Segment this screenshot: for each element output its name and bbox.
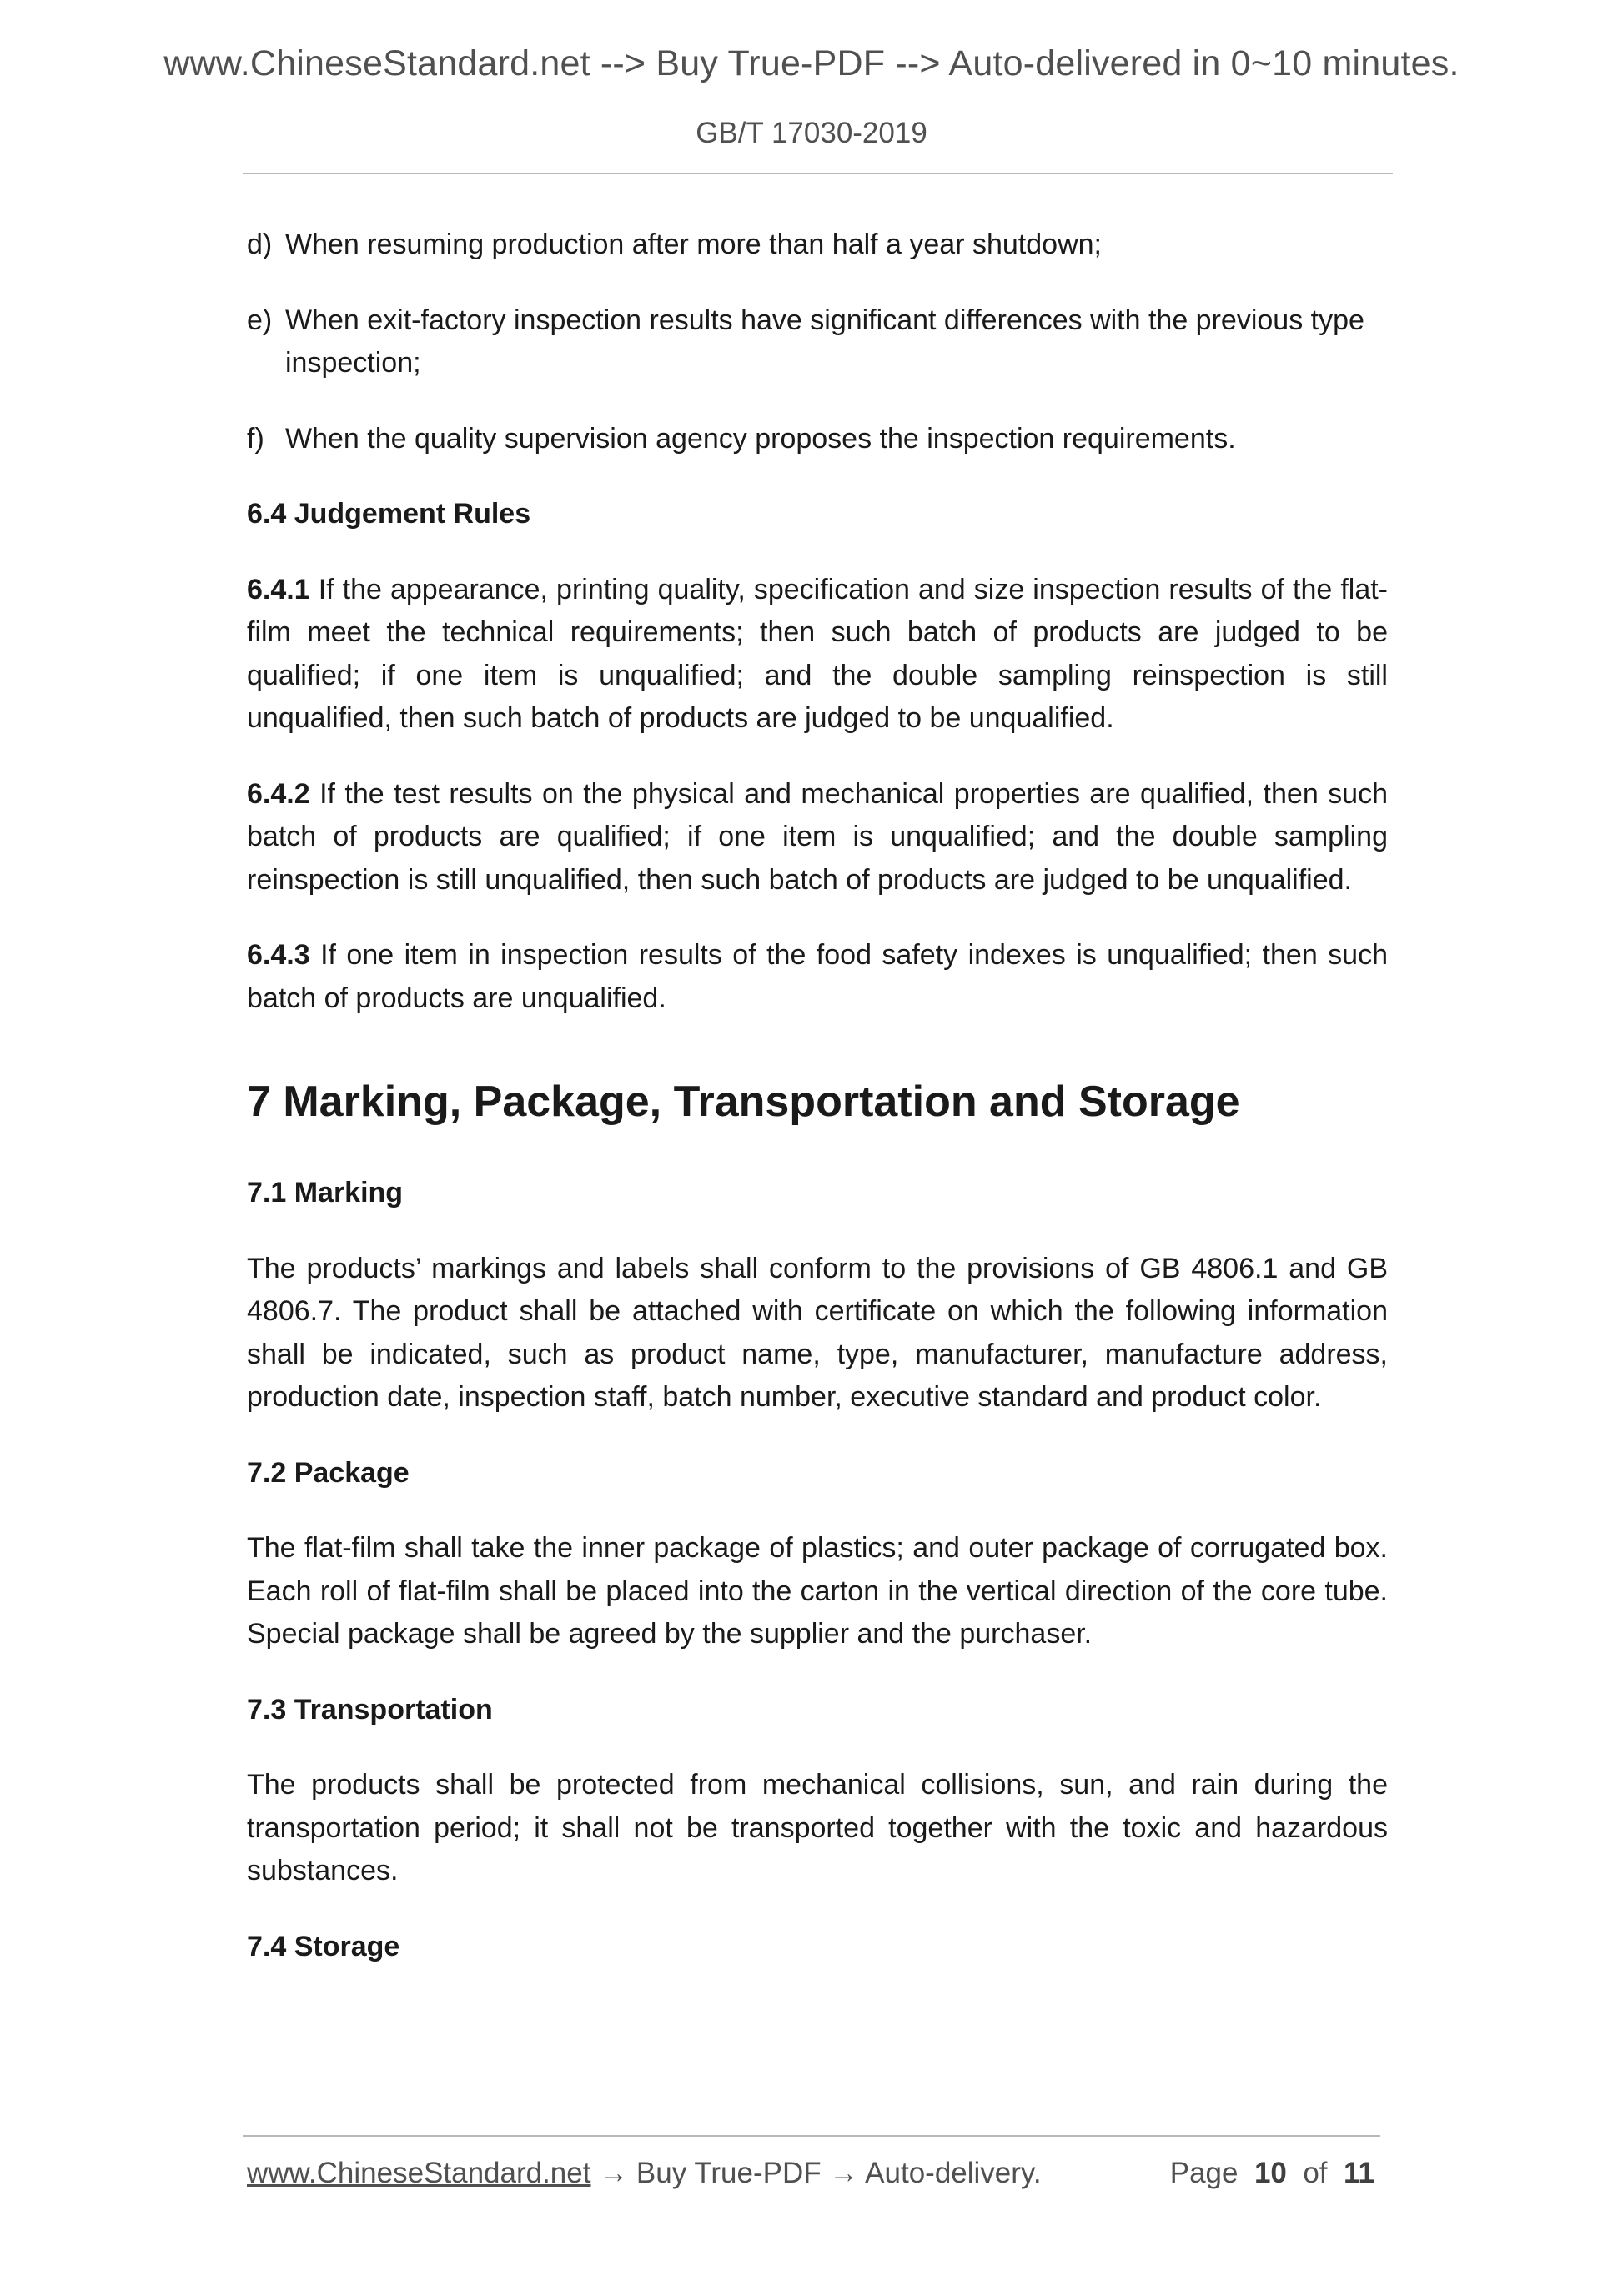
clause-6-4-1 — [247, 569, 1388, 741]
document-id: GB/T 17030-2019 — [696, 117, 927, 149]
section-paragraph: The flat-film shall take the inner package of plastics; and outer package of corrugated box. Each roll of flat-film shall be placed into the carton in the vertical direction of the core tube. Special package shall be agreed by the supplier and the purchaser. — [247, 1532, 1388, 1650]
section-heading: 6.4 Judgement Rules — [247, 498, 531, 530]
clause-number: 6.4.1 — [247, 573, 310, 605]
clause-text: If the appearance, printing quality, specification and size inspection results of the flat-film meet the technical requirements; then such batch of products are judged to be qualified; if one item is unqualified; and the double sampling reinspection is still unqualified, then such batch of products are judged to be unqualified. — [247, 573, 1388, 734]
clause-6-4-3 — [247, 934, 1388, 1020]
page-total: 11 — [1344, 2157, 1374, 2189]
list-item — [247, 418, 1388, 461]
page-number: 10 — [1254, 2157, 1287, 2189]
footer-link[interactable]: www.ChineseStandard.net — [247, 2157, 591, 2189]
list-marker: e) — [247, 304, 273, 336]
section-paragraph: The products’ markings and labels shall conform to the provisions of GB 4806.1 and GB 4806.7. The product shall be attached with certificate on which the following information shall be indicated, such as product name, type, manufacturer, manufacture address, production date, inspection staff, batch number, executive standard and product color. — [247, 1252, 1388, 1413]
page-footer — [247, 2157, 1381, 2190]
list-marker: f) — [247, 422, 264, 455]
list-marker: d) — [247, 229, 273, 260]
list-item-text: When exit-factory inspection results have significant differences with the previous type inspection; — [285, 304, 1364, 379]
section-paragraph: The products shall be protected from mechanical collisions, sun, and rain during the transportation period; it shall not be transported together with the toxic and hazardous substances. — [247, 1769, 1388, 1887]
clause-6-4-2 — [247, 773, 1388, 902]
footer-text: → Buy True-PDF → Auto-delivery. — [590, 2157, 1042, 2189]
clause-number: 6.4.3 — [247, 939, 310, 971]
list-item — [247, 299, 1388, 385]
section-heading: 7.4 Storage — [247, 1930, 400, 1962]
section-heading: 7.2 Package — [247, 1456, 410, 1489]
list-item-text: When resuming production after more than half a year shutdown; — [285, 229, 1102, 260]
header-divider — [243, 173, 1393, 174]
clause-text: If the test results on the physical and mechanical properties are qualified, then such batch of products are qualified; if one item is unqualified; and the double sampling reinspection is still unqualified, then such batch of products are judged to be unqualified. — [247, 777, 1388, 896]
clause-text: If one item in inspection results of the food safety indexes is unqualified; then such batch of products are unqualified. — [247, 939, 1388, 1014]
page-banner: www.ChineseStandard.net --> Buy True-PDF --> Auto-delivered in 0~10 minutes. — [163, 43, 1460, 83]
clause-number: 6.4.2 — [247, 777, 310, 810]
list-item-text: When the quality supervision agency proposes the inspection requirements. — [285, 422, 1236, 455]
list-item — [247, 224, 1388, 267]
footer-divider — [243, 2135, 1380, 2137]
section-heading: 7.3 Transportation — [247, 1693, 493, 1726]
page-indicator: Page 10 of 11 — [1169, 2157, 1374, 2189]
section-heading: 7.1 Marking — [247, 1177, 404, 1208]
document-body — [247, 224, 1388, 2001]
chapter-heading: 7 Marking, Package, Transportation and Storage — [247, 1078, 1240, 1126]
